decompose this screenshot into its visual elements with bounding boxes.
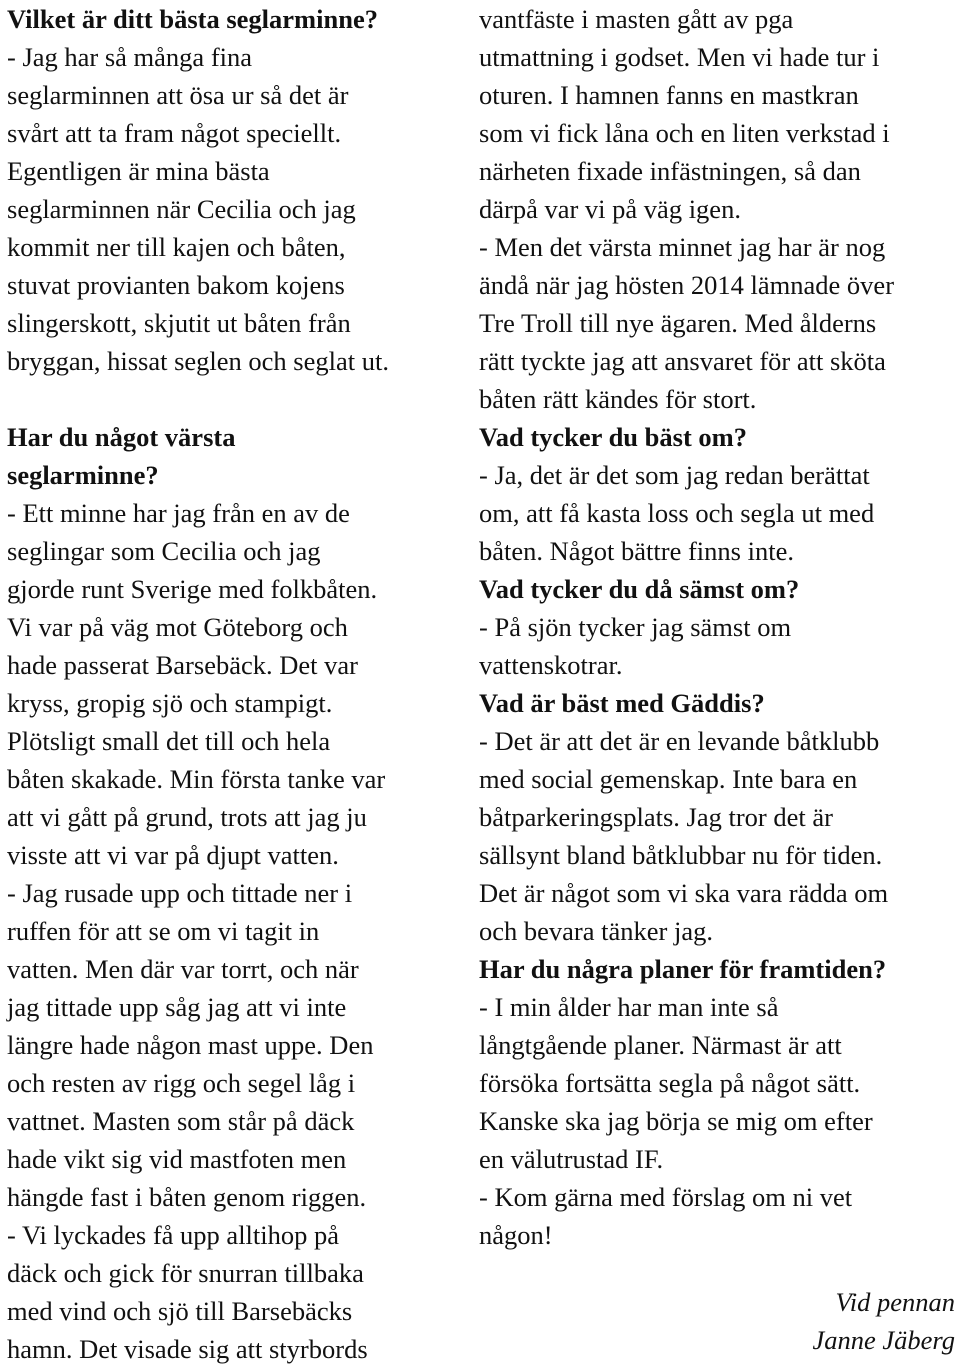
- text-line: seglarminnen när Cecilia och jag: [7, 194, 356, 224]
- text-line: båten. Något bättre finns inte.: [479, 536, 794, 566]
- text-line: längre hade någon mast uppe. Den: [7, 1030, 374, 1060]
- text-line: ändå när jag hösten 2014 lämnade över: [479, 270, 895, 300]
- text-line: båten skakade. Min första tanke var: [7, 764, 386, 794]
- text-line: - Jag har så många fina: [7, 42, 253, 72]
- right-column: [479, 0, 955, 1254]
- text-line: bryggan, hissat seglen och seglat ut.: [7, 346, 389, 376]
- text-line: stuvat provianten bakom kojens: [7, 270, 345, 300]
- text-line: att vi gått på grund, trots att jag ju: [7, 802, 367, 832]
- text-line: - Kom gärna med förslag om ni vet: [479, 1182, 853, 1212]
- text-line: Vi var på väg mot Göteborg och: [7, 612, 348, 642]
- text-line: kommit ner till kajen och båten,: [7, 232, 346, 262]
- text-line: seglingar som Cecilia och jag: [7, 536, 321, 566]
- question-heading-line: seglarminne?: [7, 460, 159, 490]
- text-line: vattnet. Masten som står på däck: [7, 1106, 355, 1136]
- text-line: som vi fick låna och en liten verkstad i: [479, 118, 890, 148]
- text-line: - Vi lyckades få upp alltihop på: [7, 1220, 340, 1250]
- text-line: ruffen för att se om vi tagit in: [7, 916, 320, 946]
- text-line: och resten av rigg och segel låg i: [7, 1068, 356, 1098]
- text-line: med social gemenskap. Inte bara en: [479, 764, 858, 794]
- text-line: en välutrustad IF.: [479, 1144, 664, 1174]
- text-line: om, att få kasta loss och segla ut med: [479, 498, 875, 528]
- signature-byline: Vid pennan: [835, 1287, 955, 1317]
- text-line: visste att vi var på djupt vatten.: [7, 840, 339, 870]
- question-heading-line: Vad tycker du då sämst om?: [479, 574, 800, 604]
- text-line: - I min ålder har man inte så: [479, 992, 779, 1022]
- text-line: rätt tyckte jag att ansvaret för att sköta: [479, 346, 886, 376]
- text-line: slingerskott, skjutit ut båten från: [7, 308, 351, 338]
- left-column: [7, 0, 457, 1368]
- question-heading-line: Vilket är ditt bästa seglarminne?: [7, 4, 378, 34]
- text-line: Plötsligt small det till och hela: [7, 726, 331, 756]
- text-line: [7, 380, 457, 418]
- text-line: Det är något som vi ska vara rädda om: [479, 878, 889, 908]
- question-heading-line: Har du några planer för framtiden?: [479, 954, 887, 984]
- text-line: båten rätt kändes för stort.: [479, 384, 757, 414]
- text-line: hamn. Det visade sig att styrbords: [7, 1334, 368, 1364]
- text-line: kryss, gropig sjö och stampigt.: [7, 688, 333, 718]
- text-line: med vind och sjö till Barsebäcks: [7, 1296, 353, 1326]
- text-line: - Ett minne har jag från en av de: [7, 498, 350, 528]
- text-line: någon!: [479, 1220, 553, 1250]
- question-heading-line: Vad är bäst med Gäddis?: [479, 688, 765, 718]
- text-line: båtparkeringsplats. Jag tror det är: [479, 802, 833, 832]
- text-line: Egentligen är mina bästa: [7, 156, 270, 186]
- text-line: - Jag rusade upp och tittade ner i: [7, 878, 353, 908]
- text-line: - Men det värsta minnet jag har är nog: [479, 232, 886, 262]
- text-line: gjorde runt Sverige med folkbåten.: [7, 574, 378, 604]
- text-line: därpå var vi på väg igen.: [479, 194, 741, 224]
- text-line: försöka fortsätta segla på något sätt.: [479, 1068, 861, 1098]
- text-line: svårt att ta fram något speciellt.: [7, 118, 342, 148]
- text-line: utmattning i godset. Men vi hade tur i: [479, 42, 880, 72]
- text-line: jag tittade upp såg jag att vi inte: [7, 992, 347, 1022]
- text-line: seglarminnen att ösa ur så det är: [7, 80, 349, 110]
- text-line: oturen. I hamnen fanns en mastkran: [479, 80, 859, 110]
- text-line: däck och gick för snurran tillbaka: [7, 1258, 364, 1288]
- text-line: hängde fast i båten genom riggen.: [7, 1182, 367, 1212]
- text-line: - Ja, det är det som jag redan berättat: [479, 460, 870, 490]
- text-line: långtgående planer. Närmast är att: [479, 1030, 842, 1060]
- text-line: närheten fixade infästningen, så dan: [479, 156, 861, 186]
- text-line: vatten. Men där var torrt, och när: [7, 954, 359, 984]
- question-heading-line: Vad tycker du bäst om?: [479, 422, 747, 452]
- question-heading-line: Har du något värsta: [7, 422, 236, 452]
- text-line: hade vikt sig vid mastfoten men: [7, 1144, 347, 1174]
- text-line: sällsynt bland båtklubbar nu för tiden.: [479, 840, 883, 870]
- text-line: - Det är att det är en levande båtklubb: [479, 726, 880, 756]
- text-line: Kanske ska jag börja se mig om efter: [479, 1106, 873, 1136]
- text-line: Tre Troll till nye ägaren. Med ålderns: [479, 308, 877, 338]
- text-line: hade passerat Barsebäck. Det var: [7, 650, 358, 680]
- signature-author: Janne Jäberg: [812, 1325, 955, 1355]
- text-line: vattenskotrar.: [479, 650, 623, 680]
- text-line: och bevara tänker jag.: [479, 916, 713, 946]
- text-line: - På sjön tycker jag sämst om: [479, 612, 792, 642]
- text-line: vantfäste i masten gått av pga: [479, 4, 794, 34]
